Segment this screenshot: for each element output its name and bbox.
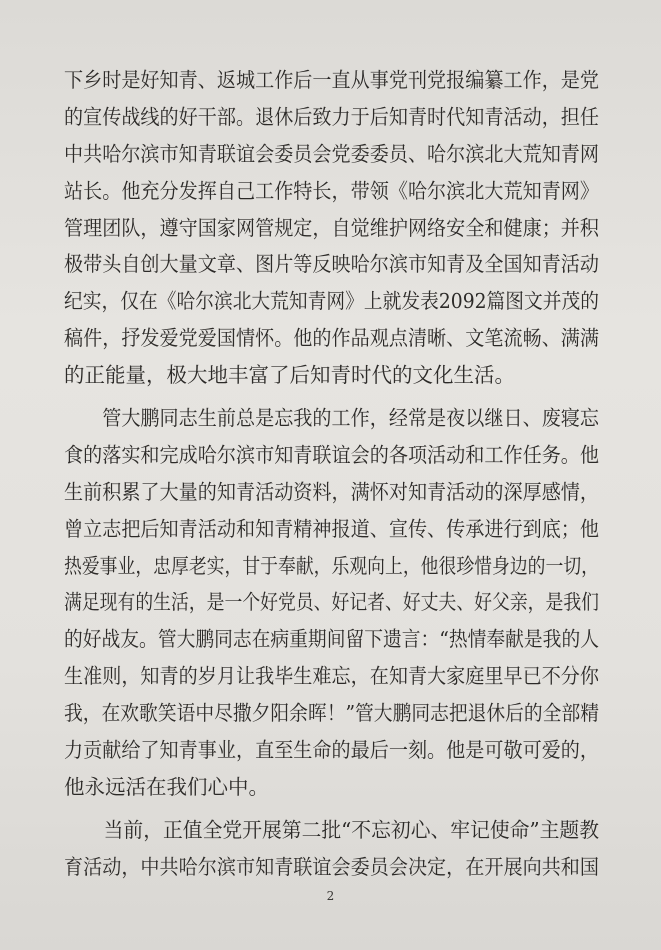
text-line: 食的落实和完成哈尔滨市知青联谊会的各项活动和工作任务。他 [64, 442, 600, 467]
text-line: 生准则，知青的岁月让我毕生难忘，在知青大家庭里早已不分你 [64, 664, 600, 689]
text-line: 管大鹏同志生前总是忘我的工作，经常是夜以继日、废寝忘 [64, 406, 600, 431]
text-line: 热爱事业，忠厚老实，甘于奉献，乐观向上，他很珍惜身边的一切， [64, 553, 599, 578]
text-line: 他永远活在我们心中。 [64, 774, 269, 799]
body-text [64, 62, 599, 886]
text-line: 的宣传战线的好干部。退休后致力于后知青时代知青活动，担任 [64, 104, 600, 129]
text-line: 当前，正值全党开展第二批“不忘初心、牢记使命”主题教 [64, 817, 600, 842]
text-line: 曾立志把后知青活动和知青精神报道、宣传、传承进行到底；他 [64, 516, 600, 541]
page-number: 2 [326, 889, 335, 903]
text-line: 的好战友。管大鹏同志在病重期间留下遗言：“热情奉献是我的人 [64, 627, 599, 652]
text-line: 力贡献给了知青事业，直至生命的最后一刻。他是可敬可爱的， [64, 738, 600, 763]
text-line: 下乡时是好知青、返城工作后一直从事党刊党报编纂工作，是党 [64, 68, 600, 92]
text-line: 稿件，抒发爱党爱国情怀。他的作品观点清晰、文笔流畅、满满 [64, 326, 600, 351]
text-line: 满足现有的生活，是一个好党员、好记者、好丈夫、好父亲，是我们 [64, 590, 599, 615]
text-line: 中共哈尔滨市知青联谊会委员会党委委员、哈尔滨北大荒知青网 [64, 141, 600, 166]
text-line: 生前积累了大量的知青活动资料，满怀对知青活动的深厚感情， [64, 479, 600, 504]
text-line: 极带头自创大量文章、图片等反映哈尔滨市知青及全国知青活动 [64, 252, 600, 277]
text-line: 的正能量，极大地丰富了后知青时代的文化生活。 [64, 363, 515, 388]
text-line: 管理团队，遵守国家网管规定，自觉维护网络安全和健康；并积 [64, 215, 600, 240]
text-line: 纪实，仅在《哈尔滨北大荒知青网》上就发表2092篇图文并茂的 [64, 289, 600, 314]
text-line: 育活动，中共哈尔滨市知青联谊会委员会决定，在开展向共和国 [64, 854, 600, 879]
text-line: 站长。他充分发挥自己工作特长，带领《哈尔滨北大荒知青网》 [64, 178, 600, 203]
text-line: 我，在欢歌笑语中尽撒夕阳余晖！”管大鹏同志把退休后的全部精 [64, 701, 599, 726]
